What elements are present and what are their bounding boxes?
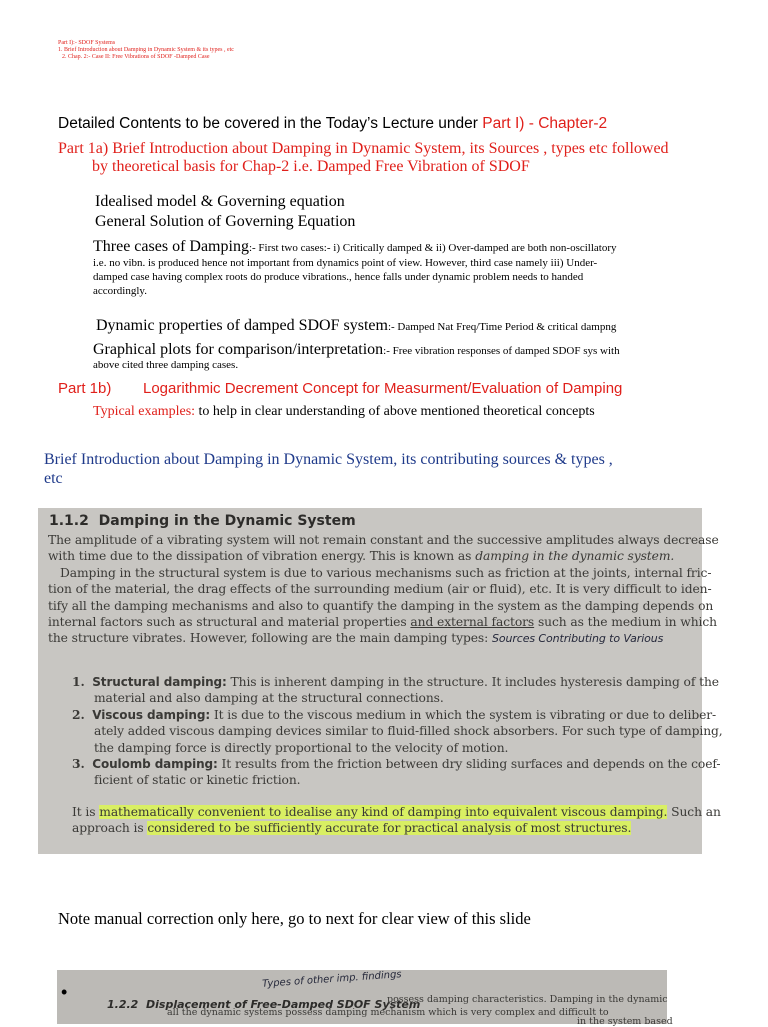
book2-heading-number: 1.2.2 bbox=[107, 998, 139, 1011]
header-line-2: 1. Brief Introduction about Damping in Dynamic System & its types , etc bbox=[58, 47, 234, 53]
book-p2-line-4: internal factors such as structural and material properties and external factors such as the medium in which bbox=[48, 615, 717, 630]
contents-intro-text: Detailed Contents to be covered in the Today’s Lecture under bbox=[58, 115, 478, 132]
cases-line-4: accordingly. bbox=[93, 285, 147, 297]
graph-title: Graphical plots for comparison/interpretation bbox=[93, 341, 384, 358]
book-p1-line-2: with time due to the dissipation of vibration energy. This is known as damping in the dynamic system. bbox=[48, 549, 675, 564]
list-item-continuation: ficient of static or kinetic friction. bbox=[94, 773, 301, 788]
book2-line-2: all the dynamic systems possess damping mechanism which is very complex and difficult to bbox=[167, 1007, 609, 1018]
list-item-continuation: ately added viscous damping devices similar to fluid-filled shock absorbers. For such type of damping, bbox=[94, 724, 723, 739]
dyn-title: Dynamic properties of damped SDOF system bbox=[96, 317, 388, 334]
graphical-plots bbox=[93, 341, 620, 359]
book-p1-line-1: The amplitude of a vibrating system will not remain constant and the successive amplitudes always decrease bbox=[48, 533, 719, 547]
cases-line-2: i.e. no vibn. is produced hence not important from dynamics point of view. However, third case namely iii) Under- bbox=[93, 257, 598, 269]
examples-text: to help in clear understanding of above mentioned theoretical concepts bbox=[198, 404, 595, 419]
header-line-1: Part I):- SDOF Systems bbox=[58, 40, 116, 46]
part1b-text: Logarithmic Decrement Concept for Measurment/Evaluation of Damping bbox=[143, 380, 623, 397]
header-line-3: 2. Chap. 2:- Case II: Free Vibrations of SDOF -Damped Case bbox=[62, 54, 210, 60]
brief-intro-line-2: etc bbox=[44, 470, 63, 487]
book-page-photo-2 bbox=[57, 969, 673, 1027]
book-p2-line-1: Damping in the structural system is due to various mechanisms such as friction at the joints, internal fric- bbox=[60, 565, 712, 580]
book2-heading-text: Displacement of Free-Damped SDOF System bbox=[146, 998, 421, 1011]
book-p2-line-2: tion of the material, the drag effects of the surrounding medium (air or fluid), etc. It is very difficult to iden- bbox=[48, 582, 712, 597]
list-item-continuation: the damping force is directly proportional to the velocity of motion. bbox=[94, 740, 509, 755]
item-general-solution: General Solution of Governing Equation bbox=[95, 213, 356, 230]
graph-line-1: :- Free vibration responses of damped SDOF sys with bbox=[383, 345, 620, 357]
book-damping-types-list bbox=[72, 674, 723, 789]
dyn-detail: :- Damped Nat Freq/Time Period & critical dampng bbox=[387, 321, 617, 333]
book-paragraph-1 bbox=[48, 532, 719, 648]
list-item: 1. Structural damping: This is inherent damping in the structure. It includes hysteresis damping of the bbox=[72, 674, 719, 689]
typical-examples bbox=[93, 404, 595, 420]
part1a-line-2: by theoretical basis for Chap-2 i.e. Damped Free Vibration of SDOF bbox=[92, 158, 530, 175]
list-item-continuation: material and also damping at the structural connections. bbox=[94, 691, 444, 706]
dynamic-properties bbox=[96, 317, 616, 335]
bullet: • bbox=[61, 982, 68, 1002]
part1a-line-1: Part 1a) Brief Introduction about Damping in Dynamic System, its Sources , types etc followed bbox=[58, 140, 669, 157]
book-p2-line-3: tify all the damping mechanisms and also to quantify the damping in the system as the damping depends on bbox=[48, 598, 714, 613]
graph-line-2: above cited three damping cases. bbox=[93, 359, 239, 371]
examples-label: Typical examples: bbox=[93, 404, 196, 419]
book-p3-line-2: approach is considered to be sufficiently accurate for practical analysis of most structures. bbox=[72, 821, 632, 836]
cases-first-line bbox=[93, 238, 617, 256]
cases-line-1: :- First two cases:- i) Critically damped & ii) Over-damped are both non-oscillatory bbox=[248, 242, 617, 254]
book-p3-line-1: It is mathematically convenient to idealise any kind of damping into equivalent viscous damping. Such an bbox=[72, 805, 721, 819]
book-heading-text: Damping in the Dynamic System bbox=[98, 513, 356, 529]
book-heading bbox=[49, 513, 356, 529]
handwritten-note: Sources Contributing to Various bbox=[491, 632, 664, 646]
book-heading-number: 1.1.2 bbox=[49, 513, 89, 529]
contents-intro bbox=[58, 115, 607, 133]
list-item: 2. Viscous damping: It is due to the viscous medium in which the system is vibrating or due to deliber- bbox=[72, 706, 717, 722]
note-text: Note manual correction only here, go to next for clear view of this slide bbox=[58, 909, 531, 928]
book2-line-1: possess damping characteristics. Damping in the dynamic bbox=[387, 994, 668, 1005]
brief-intro-line-1: Brief Introduction about Damping in Dynamic System, its contributing sources & types , bbox=[44, 451, 613, 468]
book-p2-line-5: the structure vibrates. However, following are the main damping types: Sources Contributing to Various bbox=[48, 631, 664, 646]
book-paragraph-3 bbox=[72, 804, 721, 837]
item-idealised-model: Idealised model & Governing equation bbox=[95, 193, 345, 210]
list-item: 3. Coulomb damping: It results from the friction between dry sliding surfaces and depends on the coef- bbox=[72, 756, 721, 772]
contents-intro-chapter: Part I) - Chapter-2 bbox=[482, 115, 608, 132]
highlighted-text: considered to be sufficiently accurate for practical analysis of most structures. bbox=[147, 821, 632, 836]
handwritten-note-2: Types of other imp. findings bbox=[261, 969, 402, 990]
book2-line-3: in the system based bbox=[577, 1016, 673, 1027]
part1b-label: Part 1b) bbox=[58, 380, 112, 397]
cases-title: Three cases of Damping bbox=[93, 238, 249, 255]
cases-line-3: damped case having complex roots do produce vibrations., hence falls under dynamic problem needs to handed bbox=[93, 271, 584, 283]
highlighted-text: mathematically convenient to idealise any kind of damping into equivalent viscous damping. bbox=[99, 805, 668, 819]
book-page-photo bbox=[38, 508, 723, 854]
